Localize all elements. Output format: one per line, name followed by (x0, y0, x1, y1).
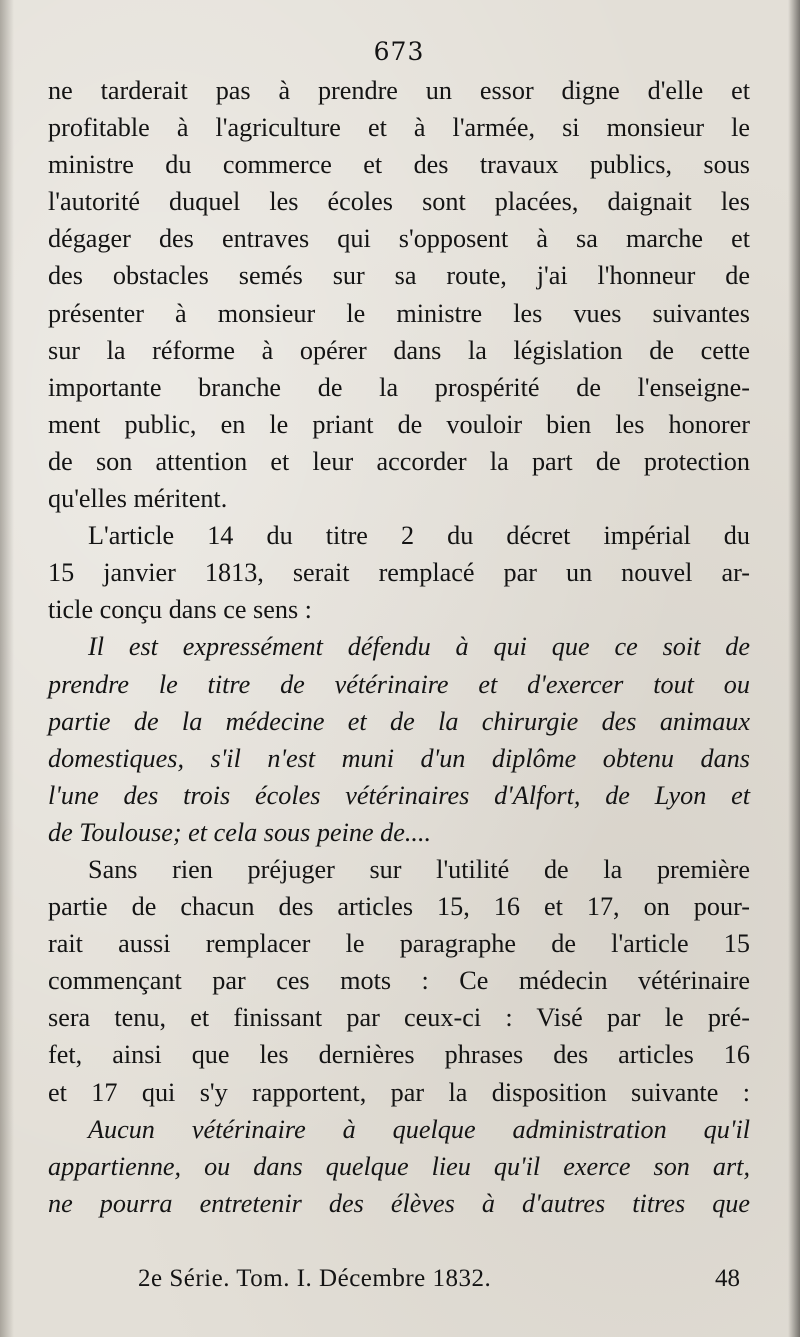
text-line: ticle conçu dans ce sens : (48, 595, 312, 625)
text-line: Sans rien préjuger sur l'utilité de la première (88, 854, 750, 884)
text-line: sera tenu, et finissant par ceux-ci : Visé par le pré- (48, 1003, 750, 1033)
page-number: 673 (373, 37, 425, 66)
text-line: l'autorité duquel les écoles sont placées, daignait les (48, 187, 750, 217)
text-line: importante branche de la prospérité de l'enseigne- (48, 372, 750, 402)
text-line: de Toulouse; et cela sous peine de.... (48, 817, 432, 847)
text-line: prendre le titre de vétérinaire et d'exercer tout ou (48, 669, 750, 699)
text-line: de son attention et leur accorder la part de protection (48, 446, 750, 476)
text-line: sur la réforme à opérer dans la législation de cette (48, 335, 750, 365)
text-line: partie de chacun des articles 15, 16 et 17, on pour- (48, 892, 750, 922)
text-line: Il est expressément défendu à qui que ce soit de (88, 632, 750, 662)
text-line: dégager des entraves qui s'opposent à sa marche et (48, 224, 750, 254)
text-line: et 17 qui s'y rapportent, par la disposition suivante : (48, 1077, 750, 1107)
text-line: fet, ainsi que les dernières phrases des articles 16 (48, 1040, 750, 1070)
text-line: ne tarderait pas à prendre un essor digne d'elle et (48, 76, 750, 105)
text-line: rait aussi remplacer le paragraphe de l'article 15 (48, 929, 750, 959)
text-line: partie de la médecine et de la chirurgie des animaux (48, 706, 750, 736)
page-footer (138, 1262, 740, 1296)
text-line: commençant par ces mots : Ce médecin vétérinaire (48, 966, 750, 996)
text-line: des obstacles semés sur sa route, j'ai l'honneur de (48, 261, 750, 291)
text-line: qu'elles méritent. (48, 484, 228, 514)
body-text (48, 72, 750, 1222)
text-line: profitable à l'agriculture et à l'armée, si monsieur le (48, 113, 750, 143)
sheet-number: 48 (715, 1265, 740, 1292)
text-line: Aucun vétérinaire à quelque administration qu'il (88, 1114, 750, 1144)
text-line: ministre du commerce et des travaux publics, sous (48, 150, 750, 180)
printer-signature: 2e Série. Tom. I. Décembre 1832. (138, 1265, 492, 1292)
text-line: ment public, en le priant de vouloir bien les honorer (48, 409, 750, 439)
text-line: ne pourra entretenir des élèves à d'autres titres que (48, 1188, 750, 1218)
text-line: l'une des trois écoles vétérinaires d'Alfort, de Lyon et (48, 780, 750, 810)
text-line: L'article 14 du titre 2 du décret impérial du (88, 521, 750, 551)
text-line: appartienne, ou dans quelque lieu qu'il exerce son art, (48, 1151, 750, 1181)
text-line: présenter à monsieur le ministre les vues suivantes (48, 298, 750, 328)
text-line: 15 janvier 1813, serait remplacé par un nouvel ar- (48, 558, 750, 588)
text-line: domestiques, s'il n'est muni d'un diplôme obtenu dans (48, 743, 750, 773)
